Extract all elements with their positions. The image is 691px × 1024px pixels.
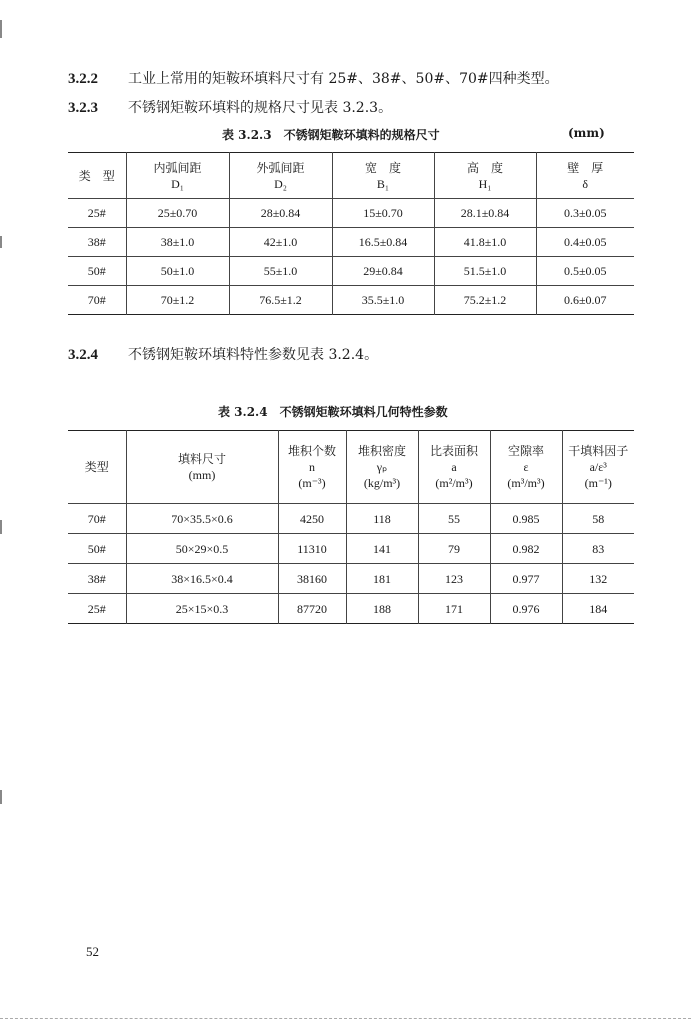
paragraph-text: 工业上常用的矩鞍环填料尺寸有 25#、38#、50#、70#四种类型。	[128, 71, 559, 87]
table-cell: 83	[562, 534, 634, 564]
table-cell: 50#	[68, 257, 126, 286]
paragraph-3-2-4	[68, 344, 378, 364]
table-row	[68, 594, 634, 624]
table-cell: 38×16.5×0.4	[126, 564, 278, 594]
table-cell: 76.5±1.2	[229, 286, 332, 315]
table-cell: 38±1.0	[126, 228, 229, 257]
table-row	[68, 257, 634, 286]
table-3-2-4	[68, 430, 634, 624]
table-cell: 38#	[68, 564, 126, 594]
paragraph-3-2-3	[68, 97, 392, 117]
column-header-void-fraction: 空隙率 ε (m³/m³)	[490, 431, 562, 504]
scan-edge-mark	[0, 790, 2, 804]
section-number: 3.2.3	[68, 100, 98, 116]
table-cell: 75.2±1.2	[434, 286, 536, 315]
table-cell: 25#	[68, 199, 126, 228]
column-header-dry-packing-factor: 干填料因子 a/ε³ (m⁻¹)	[562, 431, 634, 504]
table-row	[68, 534, 634, 564]
table-cell: 28±0.84	[229, 199, 332, 228]
table-cell: 0.977	[490, 564, 562, 594]
table-cell: 25±0.70	[126, 199, 229, 228]
column-header-specific-surface: 比表面积 a (m²/m³)	[418, 431, 490, 504]
table-row	[68, 564, 634, 594]
table-cell: 184	[562, 594, 634, 624]
column-header-height: 高 度 H₁	[434, 153, 536, 199]
table-cell: 58	[562, 504, 634, 534]
table-cell: 0.4±0.05	[536, 228, 634, 257]
column-header-type: 类型	[68, 431, 126, 504]
column-header-wall-thickness: 壁 厚 δ	[536, 153, 634, 199]
table-cell: 35.5±1.0	[332, 286, 434, 315]
table-cell: 11310	[278, 534, 346, 564]
table-cell: 181	[346, 564, 418, 594]
table-cell: 87720	[278, 594, 346, 624]
table-cell: 0.5±0.05	[536, 257, 634, 286]
scan-edge-mark	[0, 20, 2, 38]
table-cell: 25#	[87, 601, 106, 616]
table-header-row	[68, 153, 634, 199]
table-cell: 188	[346, 594, 418, 624]
paragraph-text: 不锈钢矩鞍环填料特性参数见表 3.2.4。	[128, 347, 379, 363]
table-cell: 29±0.84	[332, 257, 434, 286]
table-cell: 50#	[68, 534, 126, 564]
section-number: 3.2.2	[68, 71, 98, 87]
table-cell: 70#	[68, 504, 126, 534]
table-cell: 70×35.5×0.6	[126, 504, 278, 534]
table-cell: 0.6±0.07	[536, 286, 634, 315]
table-cell: 50×29×0.5	[126, 534, 278, 564]
table-cell: 141	[346, 534, 418, 564]
table-cell: 41.8±1.0	[434, 228, 536, 257]
table-row	[68, 286, 634, 315]
table-cell: 118	[346, 504, 418, 534]
column-header-size: 填料尺寸 (mm)	[126, 431, 278, 504]
table-cell: 0.3±0.05	[536, 199, 634, 228]
table-cell: 70±1.2	[126, 286, 229, 315]
table-row	[68, 228, 634, 257]
column-header-bulk-density: 堆积密度 γₚ (kg/m³)	[346, 431, 418, 504]
table-3-2-3-unit: (mm)	[568, 126, 605, 140]
section-number: 3.2.4	[68, 347, 98, 363]
page-number: 52	[86, 944, 99, 959]
table-3-2-3-caption: 表 3.2.3 不锈钢矩鞍环填料的规格尺寸	[222, 128, 440, 142]
table-row	[68, 199, 634, 228]
table-cell: 15±0.70	[332, 199, 434, 228]
table-cell: 4250	[278, 504, 346, 534]
table-cell: 16.5±0.84	[332, 228, 434, 257]
column-header-width: 宽 度 B₁	[332, 153, 434, 199]
table-row	[68, 504, 634, 534]
column-header-packing-count: 堆积个数 n (m⁻³)	[278, 431, 346, 504]
scan-edge-mark	[0, 236, 2, 248]
table-cell: 0.976	[490, 594, 562, 624]
table-cell: 0.985	[490, 504, 562, 534]
table-cell: 25×15×0.3	[126, 594, 278, 624]
table-cell: 38#	[68, 228, 126, 257]
column-header-inner-arc: 内弧间距 D₁	[126, 153, 229, 199]
table-3-2-4-caption: 表 3.2.4 不锈钢矩鞍环填料几何特性参数	[218, 405, 448, 419]
table-cell: 55	[418, 504, 490, 534]
table-cell: 50±1.0	[126, 257, 229, 286]
table-3-2-3	[68, 152, 634, 315]
table-cell: 132	[562, 564, 634, 594]
table-cell: 51.5±1.0	[434, 257, 536, 286]
paragraph-3-2-2	[68, 68, 559, 88]
table-cell: 55±1.0	[229, 257, 332, 286]
table-cell: 42±1.0	[229, 228, 332, 257]
table-cell: 70#	[87, 293, 106, 307]
paragraph-text: 不锈钢矩鞍环填料的规格尺寸见表 3.2.3。	[128, 100, 393, 116]
column-header-outer-arc: 外弧间距 D₂	[229, 153, 332, 199]
table-header-row	[68, 431, 634, 504]
scan-edge-mark	[0, 520, 2, 534]
table-cell: 123	[418, 564, 490, 594]
scan-bottom-edge	[0, 1018, 691, 1019]
table-cell: 171	[418, 594, 490, 624]
table-cell: 0.982	[490, 534, 562, 564]
table-cell: 28.1±0.84	[434, 199, 536, 228]
table-cell: 38160	[278, 564, 346, 594]
table-cell: 79	[418, 534, 490, 564]
column-header-type: 类 型	[68, 153, 126, 199]
